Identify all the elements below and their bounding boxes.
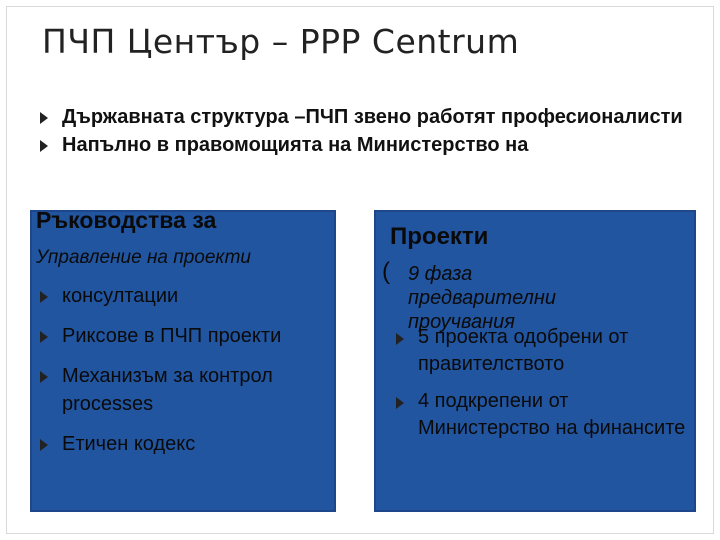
list-item [36,322,336,350]
left-heading: Ръководства за [36,207,217,233]
list-item [382,388,692,442]
list-item-text: Риксове в ПЧП проекти [62,325,282,347]
list-item [36,362,336,418]
list-item [382,324,692,378]
triangle-right-icon [40,371,48,383]
triangle-right-icon [40,112,48,124]
bullet-text: Държавната структура –ПЧП звено работят професионалисти [62,106,683,128]
right-subheading-text: 9 фаза предварителни проучвания [408,263,556,333]
slide-title: ПЧП Център – PPP Centrum [42,22,520,61]
left-subheading: Управление на проекти [36,247,251,268]
triangle-right-icon [40,291,48,303]
right-list [382,324,692,442]
list-item-text: консултации [62,285,179,307]
bullet-item [36,132,686,158]
bullet-text: Напълно в правомощията на Министерство на [62,134,529,156]
left-list [36,282,336,458]
triangle-right-icon [40,439,48,451]
right-box [382,222,692,452]
list-item-text: Механизъм за контрол processes [62,365,273,415]
list-item [36,282,336,310]
list-item-text: 5 проекта одобрени от правителството [418,326,629,375]
triangle-right-icon [396,397,404,409]
open-paren: ( [382,258,390,285]
top-bullet-list [36,104,686,160]
list-item [36,430,336,458]
triangle-right-icon [40,331,48,343]
list-item-text: 4 подкрепени от Министерство на финансите [418,390,686,439]
right-heading: Проекти [390,223,489,250]
bullet-item [36,104,686,130]
left-box [36,206,336,470]
list-item-text: Етичен кодекс [62,433,196,455]
triangle-right-icon [396,333,404,345]
triangle-right-icon [40,140,48,152]
